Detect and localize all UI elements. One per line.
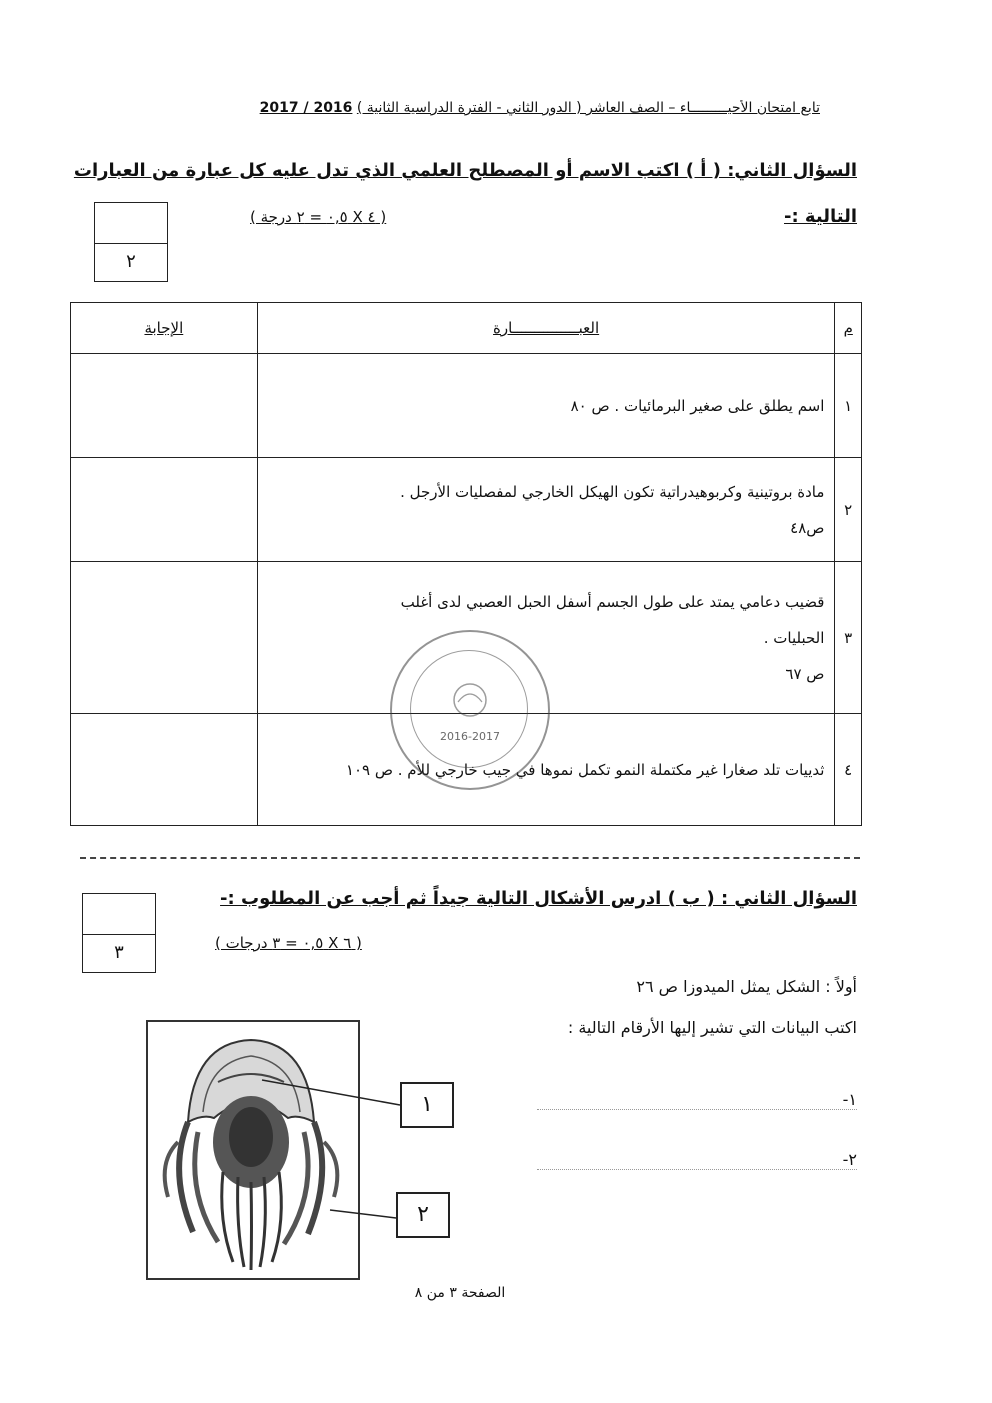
row-num: ٢ <box>835 458 862 562</box>
header-statement: العبـــــــــــــــارة <box>257 303 835 354</box>
page-number: الصفحة ٣ من ٨ <box>414 1285 506 1301</box>
section-b-title: السؤال الثاني : ( ب ) ادرس الأشكال التالية جيداً ثم أجب عن المطلوب :- <box>220 888 857 909</box>
figure-label-2: ٢ <box>396 1192 450 1238</box>
exam-year: 2017 / 2016 <box>259 100 353 116</box>
section-a-title: السؤال الثاني: ( أ ) اكتب الاسم أو المصطلح العلمي الذي تدل عليه كل عبارة من العبارات <box>73 160 857 181</box>
blank-answer-1[interactable]: ١- <box>537 1090 857 1110</box>
exam-header-text: تابع امتحان الأحيـــــــــاء – الصف العاشر ( الدور الثاني - الفترة الدراسية الثانية ) <box>356 100 820 116</box>
grade-max-value: ٣ <box>114 942 124 963</box>
section-a-title-cont: التالية :- <box>784 206 857 227</box>
statement-line: قضيب دعامي يمتد على طول الجسم أسفل الحبل العصبي لدى أغلب <box>400 592 825 611</box>
stamp-year: 2016-2017 <box>440 730 500 743</box>
grade-max-value: ٢ <box>126 251 136 272</box>
statement-line: مادة بروتينية وكربوهيدراتية تكون الهيكل الخارجي لمفصليات الأرجل . <box>400 482 825 501</box>
section-a-marks-note: ( ٤ X ٠,٥ = ٢ درجة ) <box>250 208 387 226</box>
section-b-marks-note: ( ٦ X ٠,٥ = ٣ درجات ) <box>215 934 362 952</box>
row-num: ٣ <box>835 562 862 714</box>
statement-line: اسم يطلق على صغير البرمائيات . ص ٨٠ <box>570 396 825 415</box>
figure-label-1: ١ <box>400 1082 454 1128</box>
statement-line: الحبليات . <box>763 628 825 647</box>
blank-answer-2[interactable]: ٢- <box>537 1150 857 1170</box>
statement-line: ص٤٨ <box>790 518 825 537</box>
row-num: ١ <box>835 354 862 458</box>
part1-instruction: اكتب البيانات التي تشير إليها الأرقام التالية : <box>567 1018 857 1037</box>
part1-title: أولاً : الشكل يمثل الميدوزا ص ٢٦ <box>636 977 857 996</box>
statement-line: ص ٦٧ <box>785 664 825 683</box>
statement-line: ثدييات تلد صغارا غير مكتملة النمو تكمل نموها في جيب خارجي للأم . ص ١٠٩ <box>345 760 825 779</box>
header-answer: الإجابة <box>71 303 258 354</box>
header-num: م <box>835 303 862 354</box>
row-num: ٤ <box>835 714 862 826</box>
